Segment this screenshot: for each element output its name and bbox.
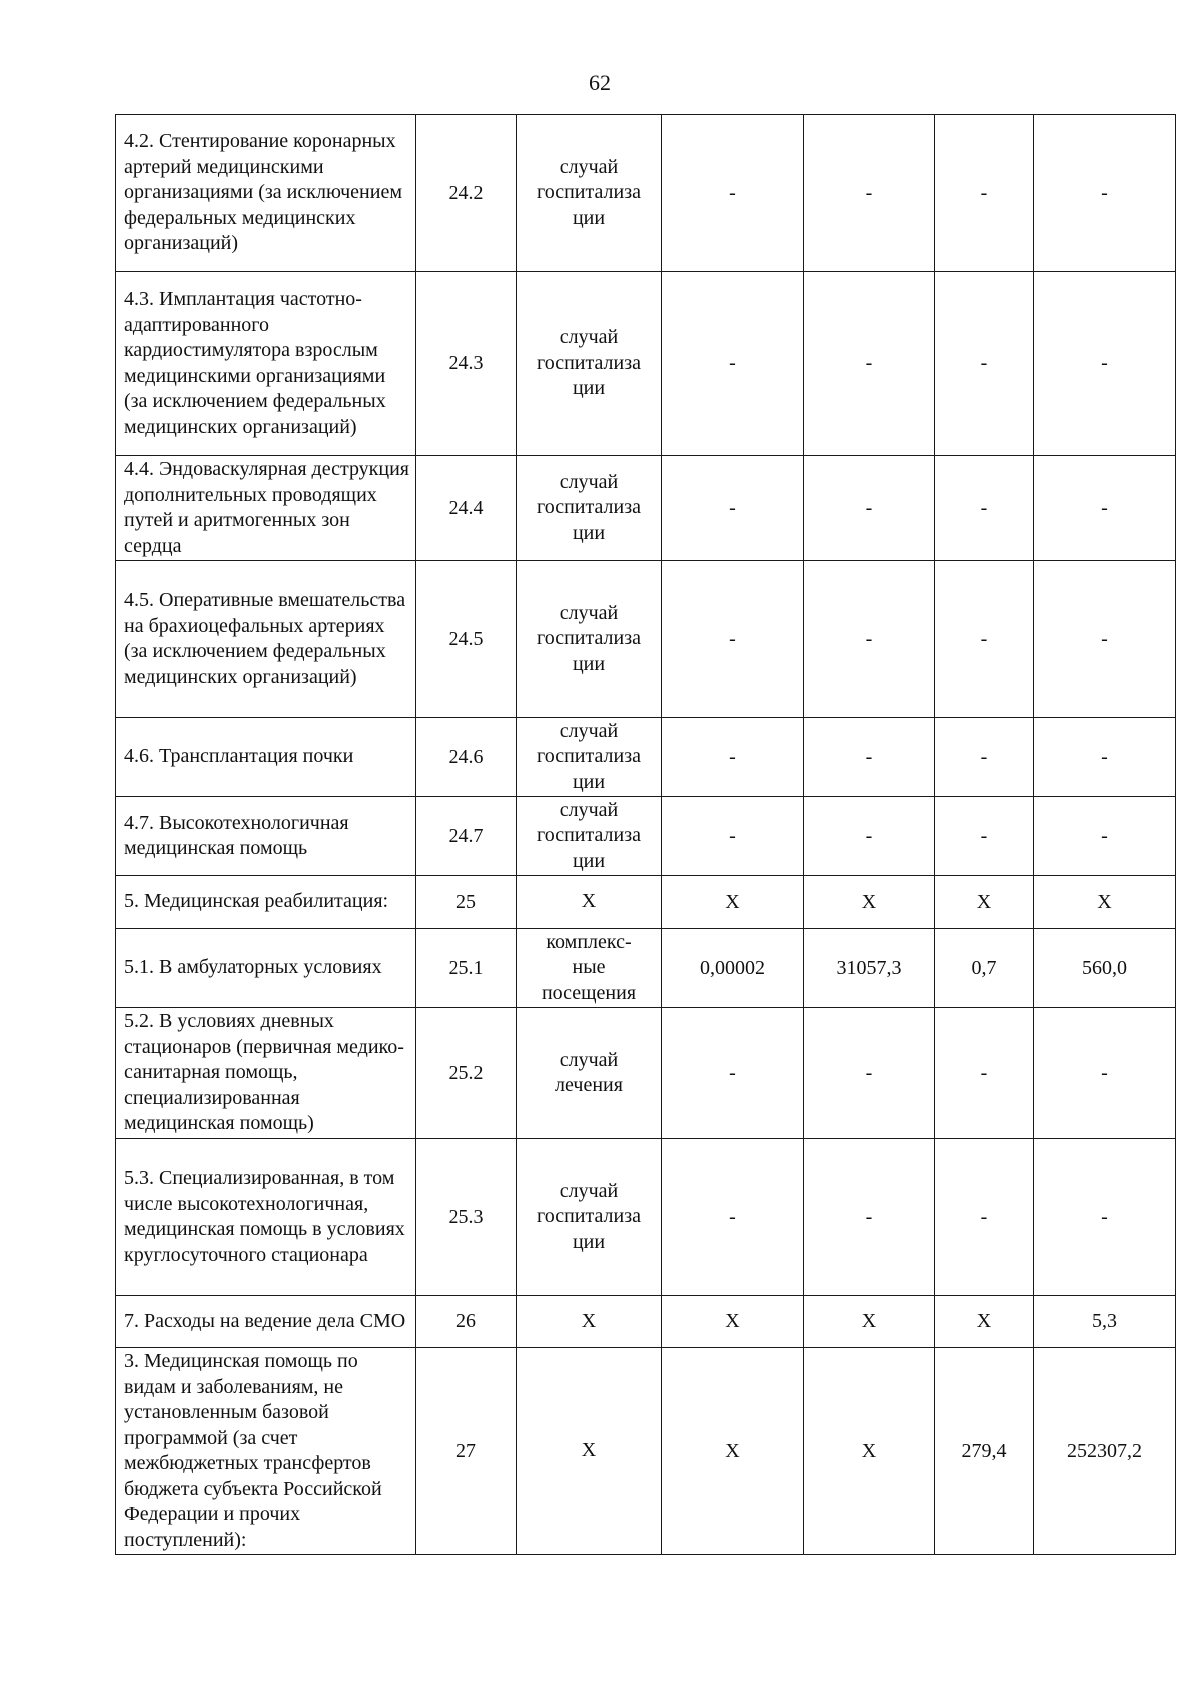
table-row [116,797,1176,876]
row-value-cell-3: - [935,797,1034,876]
unit-line: случай [559,470,619,493]
row-value-cell-2: X [804,1296,935,1348]
row-name-cell: 7. Расходы на ведение дела СМО [116,1296,416,1348]
unit-line: ные [572,956,606,979]
unit-line: ции [572,377,606,400]
row-value-cell-2: 31057,3 [804,929,935,1008]
unit-line: случай [559,798,619,821]
row-name-cell: 4.6. Трансплантация почки [116,718,416,797]
unit-line: ции [572,652,606,675]
table-row [116,456,1176,561]
row-value-cell-4: - [1034,456,1176,561]
row-value-cell-3: - [935,115,1034,272]
row-name-cell: 5. Медицинская реабилитация: [116,876,416,929]
row-value-cell-1: 0,00002 [662,929,804,1008]
row-code-cell: 24.2 [416,115,517,272]
row-name-cell: 5.1. В амбулаторных условиях [116,929,416,1008]
row-value-cell-4: X [1034,876,1176,929]
row-name-cell: 4.3. Имплантация частотно-адаптированного кардиостимулятора взрослым медицинскими организациями (за исключением федеральных медицинских организаций) [116,272,416,456]
row-code-cell: 24.6 [416,718,517,797]
row-name-cell: 4.7. Высокотехнологичная медицинская помощь [116,797,416,876]
unit-line: комплекс- [546,930,632,953]
unit-line: ции [572,849,606,872]
unit-line: X [581,1309,597,1332]
table-row [116,1296,1176,1348]
row-unit-cell [517,929,662,1008]
unit-line: случай [559,719,619,742]
row-unit-cell [517,1296,662,1348]
row-value-cell-4: - [1034,561,1176,718]
unit-line: госпитализа [537,351,641,374]
row-value-cell-3: X [935,1296,1034,1348]
row-name-cell: 3. Медицинская помощь по видам и заболеваниям, не установленным базовой программой (за счет межбюджетных трансфертов бюджета субъекта Российской Федерации и прочих поступлений): [116,1348,416,1555]
row-unit-cell [517,876,662,929]
row-value-cell-2: X [804,876,935,929]
row-unit-cell [517,561,662,718]
row-code-cell: 27 [416,1348,517,1555]
row-code-cell: 25.3 [416,1139,517,1296]
row-value-cell-2: - [804,1139,935,1296]
unit-line: случай [559,326,619,349]
row-value-cell-1: - [662,1139,804,1296]
row-value-cell-1: X [662,1348,804,1555]
unit-line: случай [559,155,619,178]
row-value-cell-3: 0,7 [935,929,1034,1008]
row-name-cell: 5.3. Специализированная, в том числе высокотехнологичная, медицинская помощь в условиях круглосуточного стационара [116,1139,416,1296]
row-value-cell-2: - [804,797,935,876]
unit-line: госпитализа [537,181,641,204]
unit-line: госпитализа [537,745,641,768]
row-value-cell-1: X [662,876,804,929]
row-code-cell: 26 [416,1296,517,1348]
row-name-cell: 4.2. Стентирование коронарных артерий медицинскими организациями (за исключением федеральных медицинских организаций) [116,115,416,272]
row-value-cell-4: - [1034,272,1176,456]
row-value-cell-2: X [804,1348,935,1555]
row-value-cell-3: - [935,456,1034,561]
unit-line: посещения [541,981,637,1004]
row-value-cell-1: - [662,456,804,561]
row-value-cell-3: - [935,1139,1034,1296]
row-value-cell-1: - [662,272,804,456]
row-value-cell-2: - [804,1008,935,1139]
row-unit-cell [517,115,662,272]
unit-line: госпитализа [537,496,641,519]
row-value-cell-3: - [935,1008,1034,1139]
row-value-cell-4: 5,3 [1034,1296,1176,1348]
unit-line: лечения [555,1074,623,1096]
unit-line: X [581,890,597,913]
unit-line: случай [559,1048,619,1071]
row-value-cell-4: 252307,2 [1034,1348,1176,1555]
unit-line: госпитализа [537,627,641,650]
row-value-cell-1: - [662,561,804,718]
row-value-cell-2: - [804,718,935,797]
row-name-cell: 4.5. Оперативные вмешательства на брахиоцефальных артериях (за исключением федеральных медицинских организаций) [116,561,416,718]
row-code-cell: 25 [416,876,517,929]
tariff-table [115,114,1176,1555]
row-value-cell-4: 560,0 [1034,929,1176,1008]
row-name-cell: 4.4. Эндоваскулярная деструкция дополнительных проводящих путей и аритмогенных зон сердца [116,456,416,561]
row-value-cell-2: - [804,561,935,718]
row-value-cell-4: - [1034,718,1176,797]
row-value-cell-1: - [662,797,804,876]
row-code-cell: 25.2 [416,1008,517,1139]
row-code-cell: 24.4 [416,456,517,561]
table-row [116,1008,1176,1139]
row-name-cell: 5.2. В условиях дневных стационаров (первичная медико-санитарная помощь, специализированная медицинская помощь) [116,1008,416,1139]
row-unit-cell [517,797,662,876]
row-value-cell-1: - [662,718,804,797]
table-row [116,718,1176,797]
row-unit-cell [517,456,662,561]
row-value-cell-3: - [935,561,1034,718]
unit-line: ции [572,521,606,544]
table-row [116,115,1176,272]
unit-line: ции [572,1230,606,1253]
row-unit-cell [517,1139,662,1296]
unit-line: ции [572,206,606,229]
row-value-cell-4: - [1034,797,1176,876]
row-value-cell-2: - [804,456,935,561]
table-row [116,272,1176,456]
row-value-cell-2: - [804,272,935,456]
row-value-cell-4: - [1034,115,1176,272]
row-unit-cell [517,1348,662,1555]
row-unit-cell [517,718,662,797]
row-value-cell-1: X [662,1296,804,1348]
row-value-cell-3: - [935,272,1034,456]
unit-line: ции [572,770,606,793]
row-value-cell-4: - [1034,1008,1176,1139]
row-code-cell: 24.7 [416,797,517,876]
table-row [116,929,1176,1008]
row-value-cell-4: - [1034,1139,1176,1296]
unit-line: случай [559,601,619,624]
table-row [116,1348,1176,1555]
row-unit-cell [517,272,662,456]
table-row [116,561,1176,718]
row-code-cell: 24.3 [416,272,517,456]
row-unit-cell [517,1008,662,1139]
row-value-cell-1: - [662,1008,804,1139]
unit-line: случай [559,1179,619,1202]
row-code-cell: 25.1 [416,929,517,1008]
table-row [116,876,1176,929]
page-number: 62 [589,70,611,95]
table-row [116,1139,1176,1296]
row-value-cell-3: 279,4 [935,1348,1034,1555]
unit-line: госпитализа [537,824,641,847]
row-value-cell-1: - [662,115,804,272]
unit-line: X [581,1439,597,1462]
row-value-cell-3: X [935,876,1034,929]
unit-line: госпитализа [537,1205,641,1228]
row-code-cell: 24.5 [416,561,517,718]
row-value-cell-3: - [935,718,1034,797]
row-value-cell-2: - [804,115,935,272]
table-body [116,115,1176,1555]
